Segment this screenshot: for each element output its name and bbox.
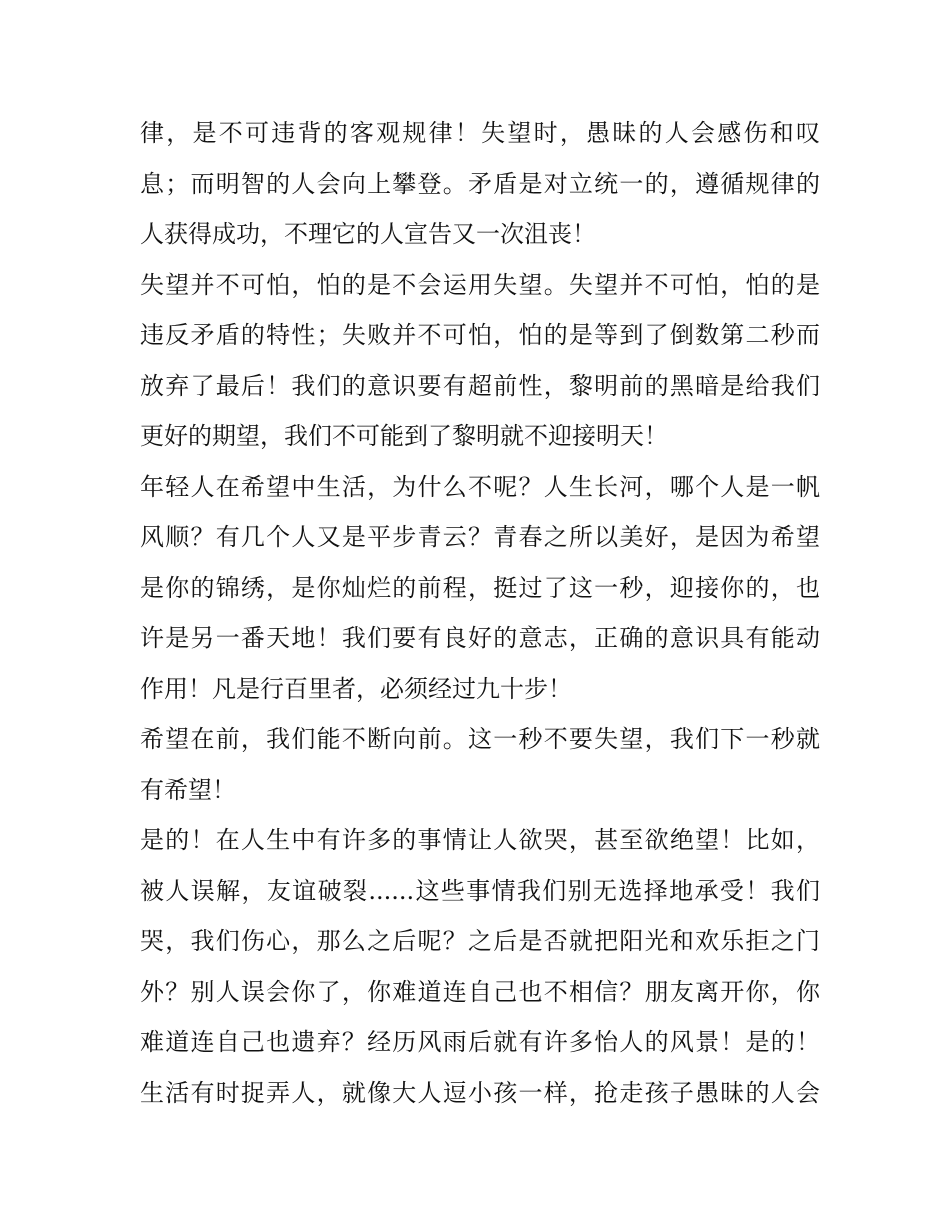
text-line: 被人误解，友谊破裂......这些事情我们别无选择地承受！我们 bbox=[140, 876, 820, 905]
text-line: 是的！在人生中有许多的事情让人欲哭，甚至欲绝望！比如， bbox=[140, 826, 820, 854]
text-line: 作用！凡是行百里者，必须经过九十步！ bbox=[140, 674, 572, 703]
text-line: 哭，我们伤心，那么之后呢？之后是否就把阳光和欢乐拒之门 bbox=[140, 927, 820, 955]
text-line: 外？别人误会你了，你难道连自己也不相信？朋友离开你，你 bbox=[140, 977, 820, 1006]
text-line: 失望并不可怕，怕的是不会运用失望。失望并不可怕，怕的是 bbox=[140, 270, 820, 299]
text-line: 风顺？有几个人又是平步青云？青春之所以美好，是因为希望 bbox=[140, 523, 820, 551]
text-line: 息；而明智的人会向上攀登。矛盾是对立统一的，遵循规律的 bbox=[140, 169, 820, 198]
text-line: 有希望！ bbox=[140, 775, 236, 804]
text-line: 律，是不可违背的客观规律！失望时，愚昧的人会感伤和叹 bbox=[140, 119, 820, 147]
text-line: 人获得成功，不理它的人宣告又一次沮丧！ bbox=[140, 220, 596, 248]
document-body bbox=[140, 108, 820, 1118]
text-line: 放弃了最后！我们的意识要有超前性，黎明前的黑暗是给我们 bbox=[140, 371, 820, 400]
text-line: 希望在前，我们能不断向前。这一秒不要失望，我们下一秒就 bbox=[140, 725, 820, 753]
text-line: 是你的锦绣，是你灿烂的前程，挺过了这一秒，迎接你的，也 bbox=[140, 573, 820, 602]
text-line: 许是另一番天地！我们要有良好的意志，正确的意识具有能动 bbox=[140, 624, 820, 652]
text-line: 年轻人在希望中生活，为什么不呢？人生长河，哪个人是一帆 bbox=[140, 472, 820, 501]
text-line: 难道连自己也遗弃？经历风雨后就有许多怡人的风景！是的！ bbox=[140, 1028, 820, 1056]
text-line: 生活有时捉弄人，就像大人逗小孩一样，抢走孩子愚昧的人会 bbox=[140, 1078, 820, 1107]
text-line: 更好的期望，我们不可能到了黎明就不迎接明天！ bbox=[140, 422, 668, 450]
text-line: 违反矛盾的特性；失败并不可怕，怕的是等到了倒数第二秒而 bbox=[140, 321, 820, 349]
